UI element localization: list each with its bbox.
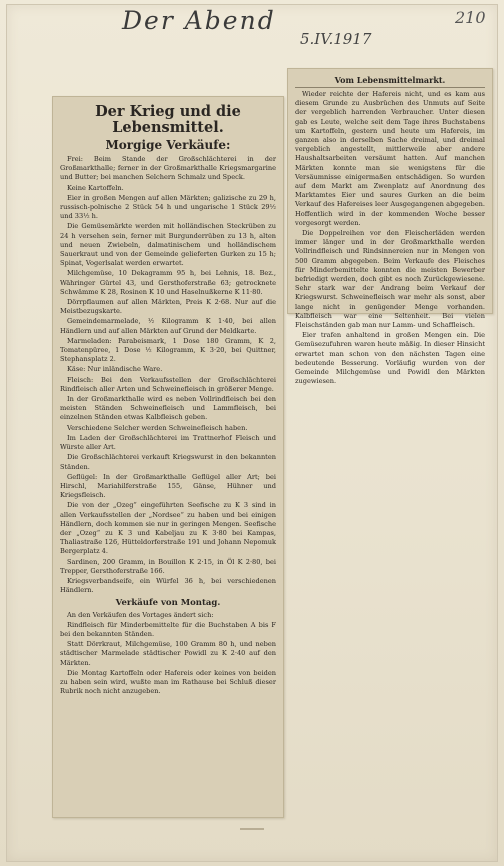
paper-mark xyxy=(240,828,264,830)
article-paragraph: Milchgemüse, 10 Dekagramm 95 h, bei Lehnis, 18. Bez., Währinger Gürtel 43, und Gersthoferstraße 63; getrocknete Schwämme K 28, Rosinen K 10 und Haselnußkerne K 11·80. xyxy=(60,269,276,296)
article-paragraph: Die von der „Ozeg“ eingeführten Seefische zu K 3 sind in allen Verkaufsstellen der „Nordsee“ zu haben und bei einigen Händlern, doch kommen sie nur in geringen Mengen. Seefische der „Ozeg“ zu K 3 und Kabeljau zu K 3·80 bei Kampas, Thaliastraße 126, Hütteldorferstraße 191 und Johann Nepomuk Bergerplatz 4. xyxy=(60,501,276,556)
article-paragraph: Fleisch: Bei den Verkaufsstellen der Großschlächterei Rindfleisch aller Arten und Schweinefleisch in größerer Menge. xyxy=(60,375,276,393)
article-paragraph: Die Montag Kartoffeln oder Hafereis oder keines von beiden zu haben sein wird, wußte man im Rathause bei Schluß dieser Rubrik noch nicht anzugeben. xyxy=(60,668,276,696)
article-paragraph: Käse: Nur inländische Ware. xyxy=(67,365,163,374)
article-headline: Vom Lebensmittelmarkt. xyxy=(295,75,485,88)
article-paragraph: Kriegsverbandseife, ein Würfel 36 h, bei verschiedenen Händlern. xyxy=(60,576,276,595)
article-headline: Der Krieg und die Lebensmittel. xyxy=(95,103,241,136)
article-paragraph: Eier trafen anhaltend in großen Mengen ein. Die Gemüsezufuhren waren heute mäßig. In dieser Hinsicht erwartet man schon von den nächsten Tagen eine bedeutende Besserung. Vorläufig wurden von der Gemeinde Milchgemüse und Powidl den Märkten zugewiesen. xyxy=(295,331,485,386)
handwritten-date: 5.IV.1917 xyxy=(300,30,372,48)
article-paragraph: Rindfleisch für Minderbemittelte für die Buchstaben A bis F bei den bekannten Ständen. xyxy=(60,620,276,638)
newspaper-clipping-right xyxy=(287,68,493,386)
article-paragraph: Keine Kartoffeln. xyxy=(67,183,124,192)
article-paragraph: Marmeladen: Parabeismark, 1 Dose 180 Gramm, K 2, Tomatenpüree, 1 Dose ½ Kilogramm, K 3·20, bei Quittner, Stephansplatz 2. xyxy=(60,336,276,364)
article-paragraph: Sardinen, 200 Gramm, in Bouillon K 2·15, in Öl K 2·80, bei Trepper, Gersthoferstraße 166. xyxy=(60,557,276,575)
article-paragraph: Die Gemüsemärkte werden mit holländischen Steckrüben zu 24 h versehen sein, ferner mit Burgunderrüben zu 13 h, alten und neuen Zwiebeln, dalmatinischem und holländischem Sauerkraut und von der Gemeinde gelieferten Gurken zu 15 h; Spinat, Vogerlsalat werden erwartet. xyxy=(60,222,276,268)
article-paragraph: Die Doppelreihen vor den Fleischerläden werden immer länger und in der Großmarkthalle werden Vollrindfleisch und Rindsinnereien nur in Mengen von 500 Gramm abgegeben. Beim Verkaufe des Fleisches für Minderbemittelte konnten die meisten Bewerber befriedigt werden, doch gibt es noch Zurückgewiesene. Sehr stark war der Andrang beim Verkauf der Kriegswurst. Schweinefleisch war mehr als sonst, aber lange nicht in genügender Menge vorhanden. Kalbfleisch war eine Seltenheit. Bei vielen Fleischständen gab man nur Lamm- und Schaffleisch. xyxy=(295,229,485,330)
article-paragraph: Geflügel: In der Großmarkthalle Geflügel aller Art; bei Hirschl, Mariahilferstraße 155, Gänse, Hühner und Kriegsfleisch. xyxy=(60,472,276,500)
handwritten-title: Der Abend xyxy=(122,6,276,35)
article-paragraph: Dörrpflaumen auf allen Märkten, Preis K 2·68. Nur auf die Meistbezugskarte. xyxy=(60,298,276,316)
article-paragraph: Im Laden der Großschlächterei im Trattnerhof Fleisch und Würste aller Art. xyxy=(60,433,276,452)
article-paragraph: Statt Dörrkraut, Milchgemüse, 100 Gramm 80 h, und neben städtischer Marmelade städtischer Powidl zu K 2·40 auf den Märkten. xyxy=(60,640,276,667)
section-heading: Verkäufe von Montag. xyxy=(115,598,221,609)
article-paragraph: In der Großmarkthalle wird es neben Vollrindfleisch bei den meisten Ständen Schweinefleisch und Lammfleisch, bei einzelnen Ständen etwas Kalbfleisch geben. xyxy=(60,395,276,422)
article-paragraph: Verschiedene Selcher werden Schweinefleisch haben. xyxy=(67,423,248,432)
article-subhead: Morgige Verkäufe: xyxy=(105,138,231,152)
handwritten-page-number: 210 xyxy=(455,8,486,27)
article-paragraph: Die Großschlächterei verkauft Kriegswurst in den bekannten Ständen. xyxy=(60,453,276,471)
newspaper-clipping-left xyxy=(52,96,284,818)
article-paragraph: Frei: Beim Stande der Großschlächterei in der Großmarkthalle; ferner in der Großmarkthalle Kriegsmargarine und Butter; bei manchen Selchern Schmalz und Speck. xyxy=(60,155,276,182)
article-paragraph: Gemeindemarmelade, ½ Kilogramm K 1·40, bei allen Händlern und auf allen Märkten auf Grund der Meldkarte. xyxy=(60,317,276,335)
article-paragraph: Wieder reichte der Hafereis nicht, und es kam aus diesem Grunde zu Ausbrüchen des Unmuts auf Seite der vergeblich harrenden Verbraucher. Unter diesen gab es Leute, welche seit dem Tage ihres Buchstabens um Kartoffeln, gestern und heute um Hafereis, im ganzen also in derselben Sache dreimal, und dreimal vergeblich angestellt, mittlerweile aber andere Haushaltsarbeiten versäumt hatten. Auf manchen Märkten konnte man sie wenigstens für die Versäumnisse einigermaßen entschädigen. So wurden auf dem Markt am Zwenplatz auf Anordnung des Marktamtes Eier und saures Gurken an die beim Verkauf des Hafereises leer Ausgegangenen abgegeben. Hoffentlich wird in der kommenden Woche besser vorgesorgt werden. xyxy=(295,90,485,227)
article-paragraph: An den Verkäufen des Vortages ändert sich: xyxy=(67,610,214,619)
article-paragraph: Eier in großen Mengen auf allen Märkten; galizische zu 29 h, russisch-polnische 2 Stück 54 h und ungarische 1 Stück 29½ und 33½ h. xyxy=(60,193,276,221)
